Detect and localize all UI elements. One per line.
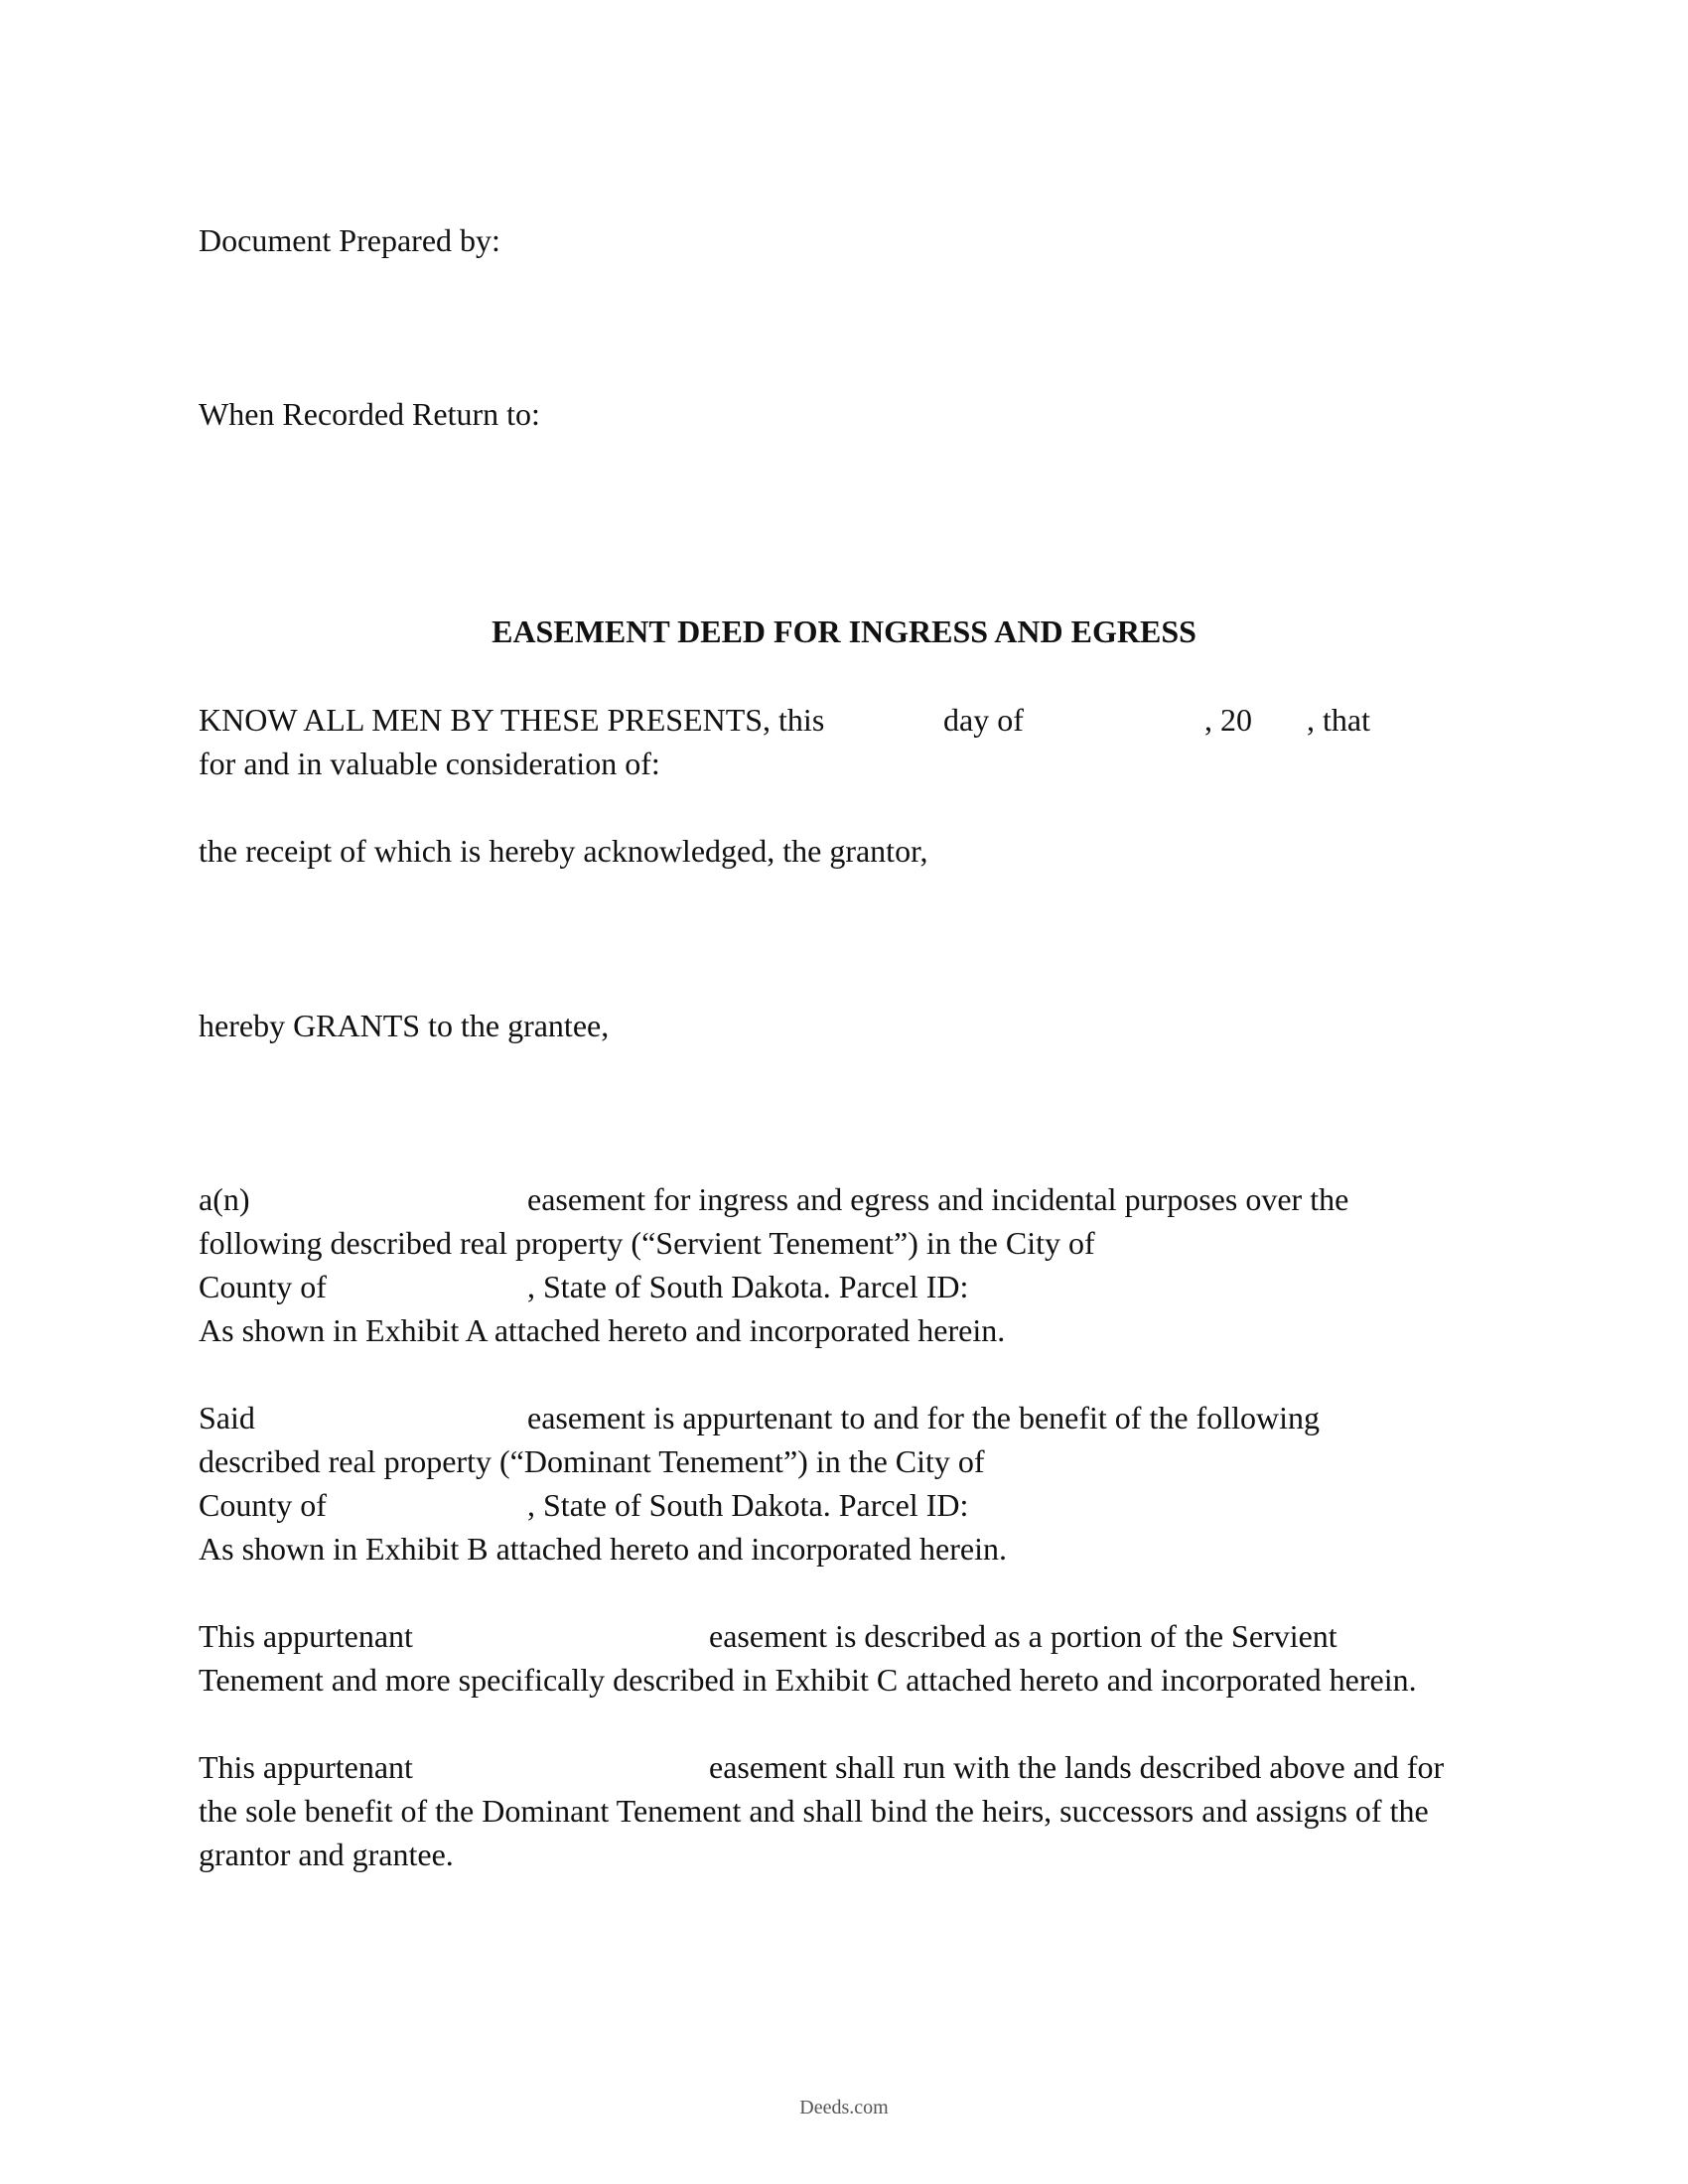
intro-that: , that bbox=[1307, 702, 1370, 738]
servient-a-n: a(n) bbox=[199, 1181, 250, 1217]
described-this-appurtenant: This appurtenant bbox=[199, 1618, 413, 1654]
return-to-label: When Recorded Return to: bbox=[199, 396, 540, 432]
runs-this-appurtenant: This appurtenant bbox=[199, 1749, 413, 1785]
described-line1: easement is described as a portion of the Servient bbox=[709, 1618, 1337, 1654]
servient-line1: easement for ingress and egress and incidental purposes over the bbox=[527, 1181, 1349, 1217]
dominant-exhibit: As shown in Exhibit B attached hereto and incorporated herein. bbox=[199, 1531, 1007, 1567]
dominant-said: Said bbox=[199, 1400, 255, 1435]
servient-line2: following described real property (“Servient Tenement”) in the City of bbox=[199, 1225, 1095, 1261]
intro-year-prefix: , 20 bbox=[1204, 702, 1252, 738]
runs-line1: easement shall run with the lands described above and for bbox=[709, 1749, 1445, 1785]
receipt-text: the receipt of which is hereby acknowledged, the grantor, bbox=[199, 833, 928, 869]
dominant-line1: easement is appurtenant to and for the benefit of the following bbox=[527, 1400, 1320, 1435]
dominant-state: , State of South Dakota. Parcel ID: bbox=[527, 1487, 969, 1523]
described-line2: Tenement and more specifically described in Exhibit C attached hereto and incorporated herein. bbox=[199, 1662, 1417, 1698]
intro-day-of: day of bbox=[943, 702, 1024, 738]
document-title: EASEMENT DEED FOR INGRESS AND EGRESS bbox=[492, 614, 1196, 649]
dominant-line2: described real property (“Dominant Tenement”) in the City of bbox=[199, 1443, 985, 1479]
dominant-county-of: County of bbox=[199, 1487, 327, 1523]
footer-deeds-com: Deeds.com bbox=[799, 2097, 889, 2118]
intro-consideration: for and in valuable consideration of: bbox=[199, 746, 660, 781]
runs-line3: grantor and grantee. bbox=[199, 1837, 454, 1872]
servient-county-of: County of bbox=[199, 1269, 327, 1304]
prepared-by-label: Document Prepared by: bbox=[199, 222, 500, 258]
servient-state: , State of South Dakota. Parcel ID: bbox=[527, 1269, 969, 1304]
runs-line2: the sole benefit of the Dominant Tenement and shall bind the heirs, successors and assigns of the bbox=[199, 1793, 1429, 1829]
grants-text: hereby GRANTS to the grantee, bbox=[199, 1008, 610, 1043]
servient-exhibit: As shown in Exhibit A attached hereto and incorporated herein. bbox=[199, 1312, 1006, 1348]
intro-know-all: KNOW ALL MEN BY THESE PRESENTS, this bbox=[199, 702, 825, 738]
